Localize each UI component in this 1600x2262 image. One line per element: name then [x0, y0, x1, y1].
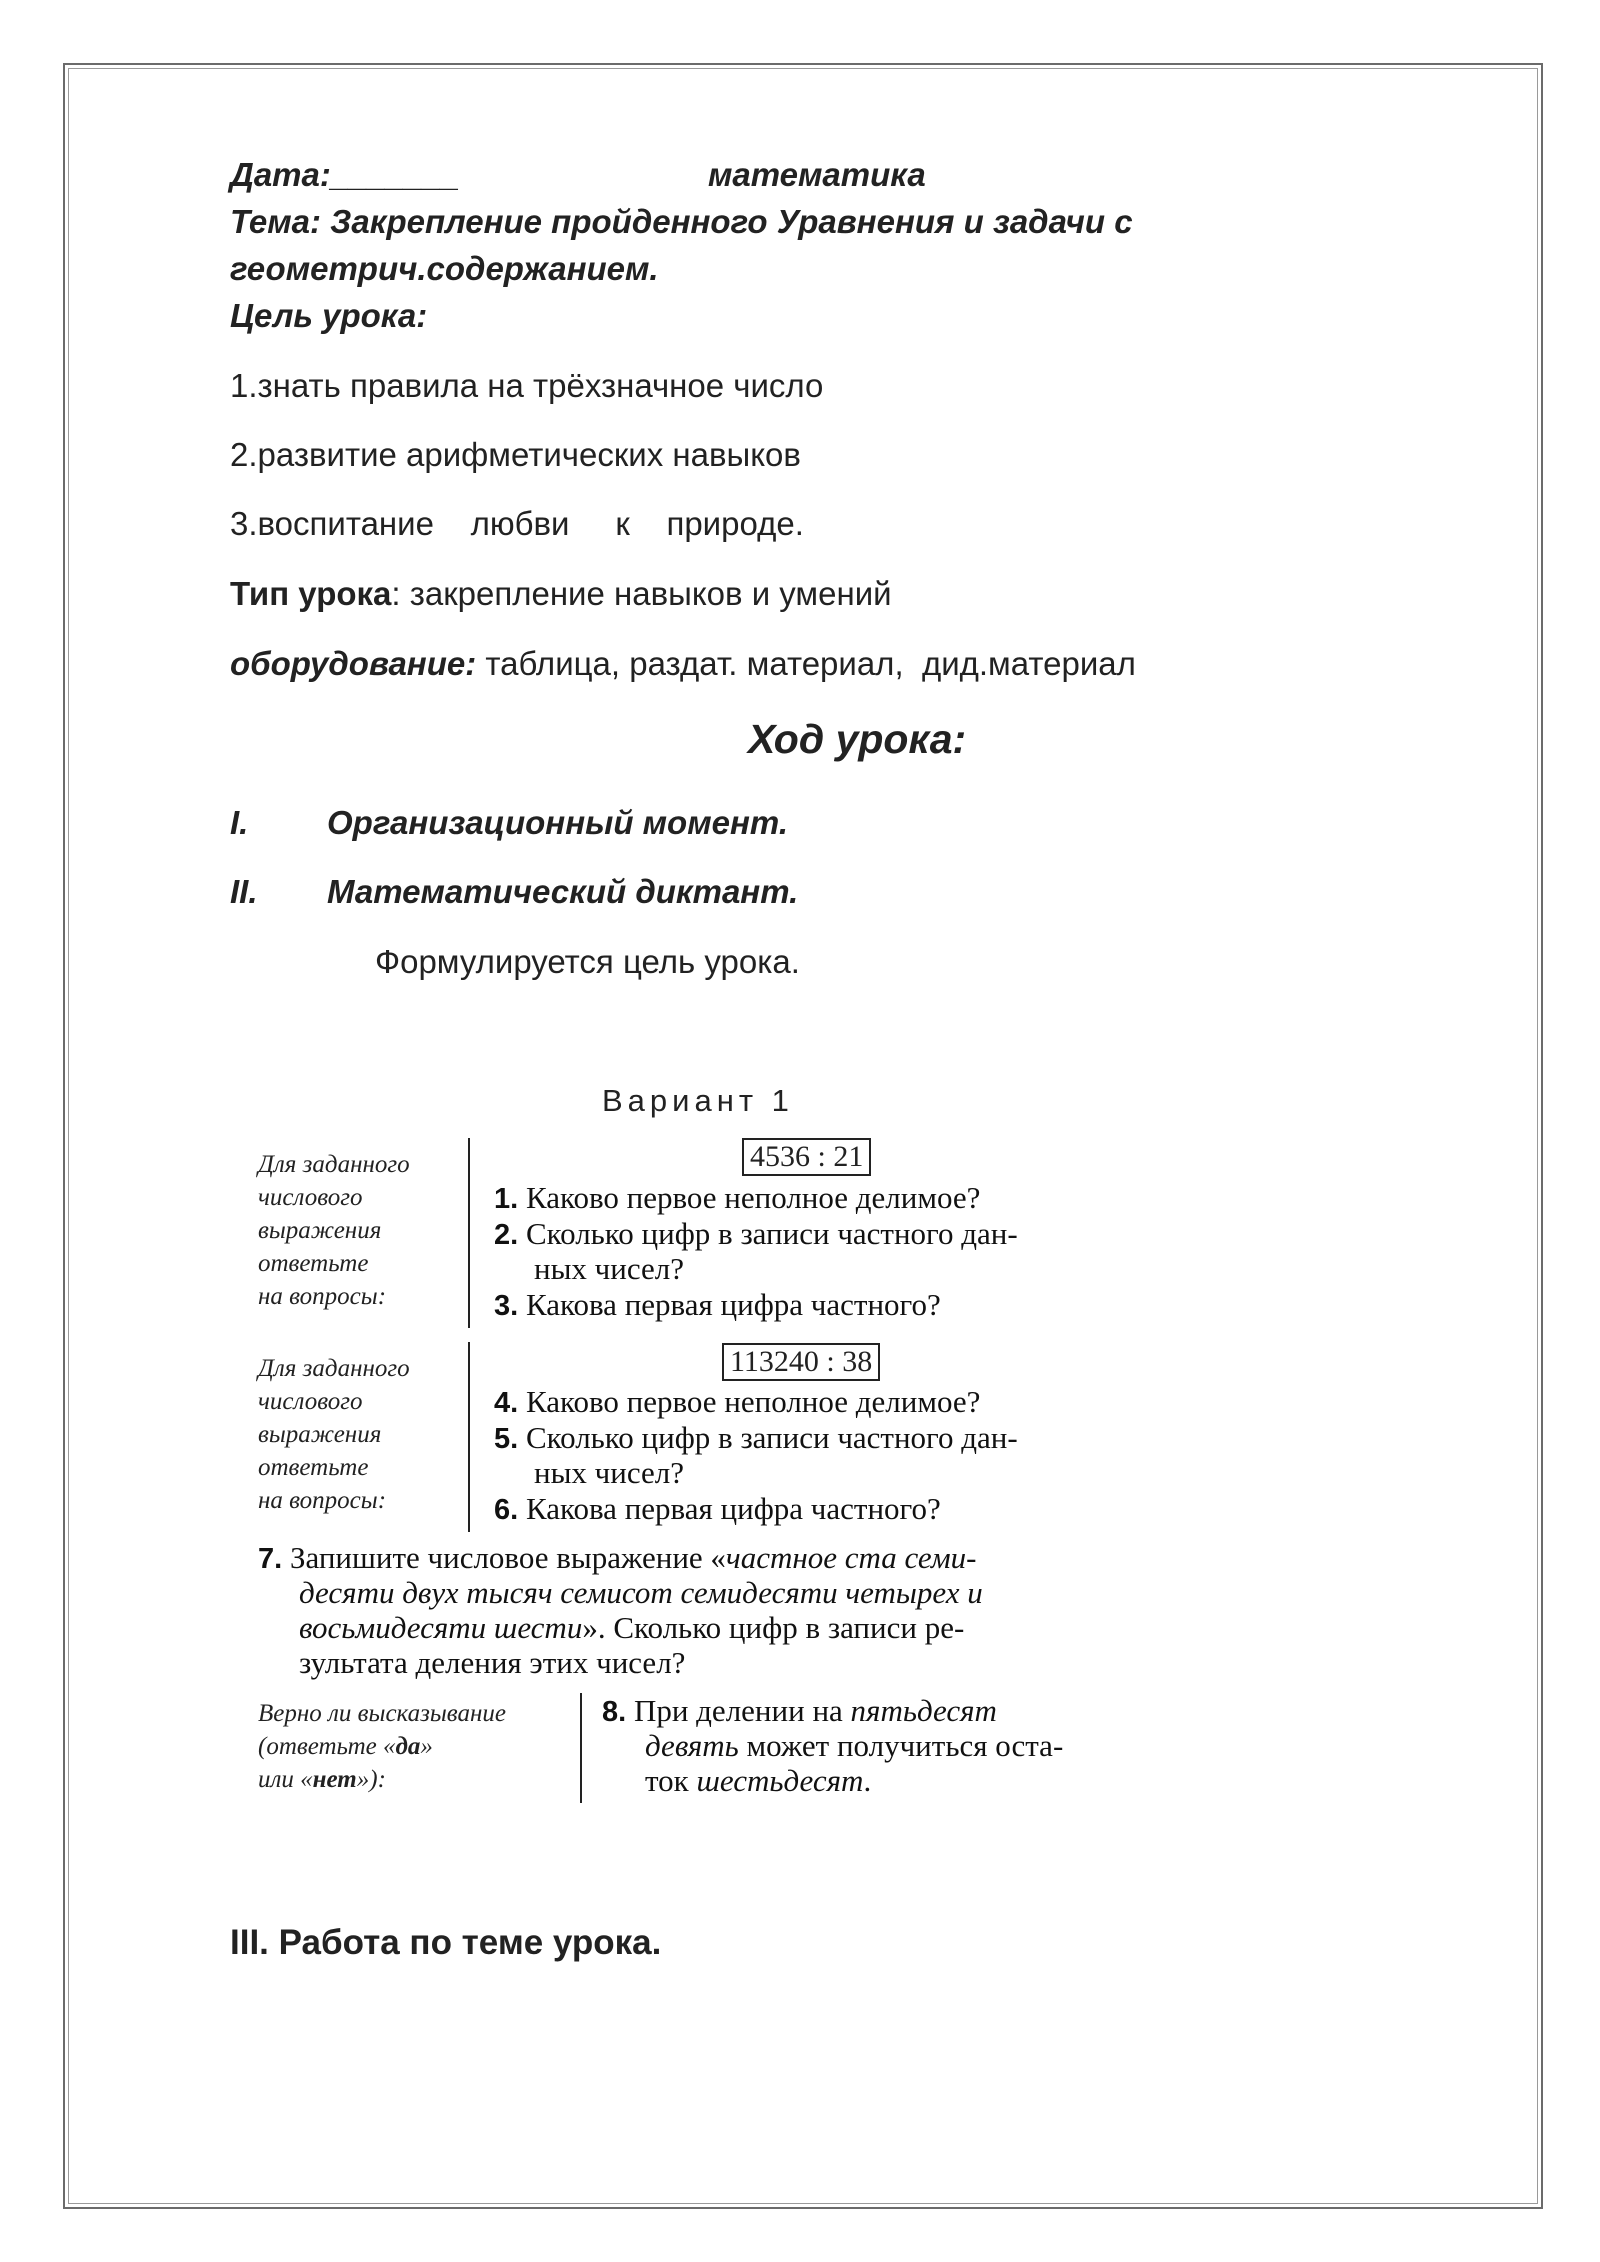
- block1-label-line: ответьте: [258, 1250, 369, 1277]
- block3-label-line: [258, 1730, 506, 1763]
- question-2-cont: ных чисел?: [534, 1251, 684, 1286]
- question-1: [494, 1180, 980, 1217]
- question-8-line-3: [645, 1763, 871, 1799]
- label-text: »):: [356, 1766, 386, 1793]
- block1-label-line: числового: [258, 1184, 363, 1211]
- date-label: Дата:_______: [230, 156, 460, 193]
- question-8-line-2: [645, 1728, 1063, 1764]
- question-text: Запишите числовое выражение «: [289, 1540, 726, 1575]
- question-text: Какова первая цифра частного?: [525, 1287, 941, 1322]
- question-text: ». Сколько цифр в записи ре-: [582, 1610, 965, 1645]
- question-5-cont: ных чисел?: [534, 1455, 684, 1490]
- block3-label-line: [258, 1763, 506, 1796]
- topic-line-2: геометрич.содержанием.: [230, 250, 659, 287]
- question-text-italic: частное ста семи-: [725, 1540, 977, 1575]
- question-text: Каково первое неполное делимое?: [525, 1384, 981, 1419]
- section-3-heading: III. Работа по теме урока.: [230, 1923, 662, 1962]
- step-2-text: Математический диктант.: [327, 873, 799, 910]
- equipment: [230, 645, 1136, 683]
- question-text: Сколько цифр в записи частного дан-: [525, 1420, 1018, 1455]
- question-number: 8.: [602, 1696, 627, 1728]
- question-number: 4.: [494, 1387, 519, 1419]
- block1-divider: [468, 1138, 470, 1328]
- lesson-type-label: Тип урока: [230, 575, 392, 612]
- block2-label-line: числового: [258, 1388, 363, 1415]
- block2-label-line: Для заданного: [258, 1355, 410, 1382]
- question-text: может получиться оста-: [738, 1728, 1064, 1763]
- question-number: 2.: [494, 1219, 519, 1251]
- block1-label: [258, 1148, 410, 1313]
- question-2: [494, 1216, 1018, 1253]
- course-title: Ход урока:: [748, 716, 967, 762]
- question-6: [494, 1491, 941, 1528]
- label-text: »: [420, 1733, 433, 1760]
- block1-label-line: Для заданного: [258, 1151, 410, 1178]
- step-2-note: Формулируется цель урока.: [375, 943, 800, 980]
- question-7-line-2: десяти двух тысяч семисот семидесяти четырех и: [299, 1575, 983, 1610]
- step-1-text: Организационный момент.: [327, 804, 788, 841]
- equipment-value: таблица, раздат. материал, дид.материал: [476, 645, 1136, 682]
- block3-label-line: Верно ли высказывание: [258, 1700, 506, 1727]
- question-8: [602, 1693, 997, 1730]
- block2-label: [258, 1352, 410, 1517]
- question-5: [494, 1420, 1018, 1457]
- block2-label-line: ответьте: [258, 1454, 369, 1481]
- question-number: 6.: [494, 1494, 519, 1526]
- question-text: Какова первая цифра частного?: [525, 1491, 941, 1526]
- step-1-num: I.: [230, 804, 249, 841]
- label-answer-no: нет: [312, 1766, 357, 1793]
- question-text: При делении на: [633, 1693, 851, 1728]
- goal-item-1: 1.знать правила на трёхзначное число: [230, 367, 824, 404]
- question-text-italic: пятьдесят: [850, 1693, 997, 1728]
- question-7-line-4: зультата деления этих чисел?: [299, 1645, 686, 1680]
- block1-expression: 4536 : 21: [742, 1138, 871, 1176]
- lesson-type: [230, 575, 892, 613]
- question-text-italic: восьмидесяти шести: [299, 1610, 583, 1645]
- block2-expression: 113240 : 38: [722, 1343, 880, 1381]
- question-text: ток: [645, 1763, 697, 1798]
- question-4: [494, 1384, 980, 1421]
- question-number: 1.: [494, 1183, 519, 1215]
- question-number: 7.: [258, 1543, 283, 1575]
- question-number: 3.: [494, 1290, 519, 1322]
- block3-divider: [580, 1693, 582, 1803]
- equipment-label: оборудование:: [230, 645, 477, 682]
- topic-line-1: Тема: Закрепление пройденного Уравнения и задачи с: [230, 203, 1133, 240]
- label-answer-yes: да: [395, 1733, 421, 1760]
- question-text-italic: шестьдесят: [696, 1763, 864, 1798]
- question-text: Сколько цифр в записи частного дан-: [525, 1216, 1018, 1251]
- question-number: 5.: [494, 1423, 519, 1455]
- variant-title: Вариант 1: [602, 1083, 794, 1118]
- lesson-type-value: : закрепление навыков и умений: [391, 575, 892, 612]
- block2-label-line: на вопросы:: [258, 1487, 387, 1514]
- block2-divider: [468, 1342, 470, 1532]
- question-7-line-3: [299, 1610, 964, 1646]
- label-text: (ответьте «: [258, 1733, 396, 1760]
- block2-label-line: выражения: [258, 1421, 382, 1448]
- label-text: или «: [258, 1766, 313, 1793]
- goal-item-2: 2.развитие арифметических навыков: [230, 436, 801, 473]
- question-text: .: [863, 1763, 872, 1798]
- step-2-num: II.: [230, 873, 258, 910]
- goal-item-3: 3.воспитание любви к природе.: [230, 505, 804, 542]
- block1-label-line: на вопросы:: [258, 1283, 387, 1310]
- question-3: [494, 1287, 941, 1324]
- subject-label: математика: [708, 156, 926, 193]
- block1-label-line: выражения: [258, 1217, 382, 1244]
- question-7: [258, 1540, 976, 1577]
- question-text-italic: девять: [645, 1728, 739, 1763]
- goal-label: Цель урока:: [230, 297, 428, 334]
- block3-label: [258, 1697, 506, 1796]
- question-text: Каково первое неполное делимое?: [525, 1180, 981, 1215]
